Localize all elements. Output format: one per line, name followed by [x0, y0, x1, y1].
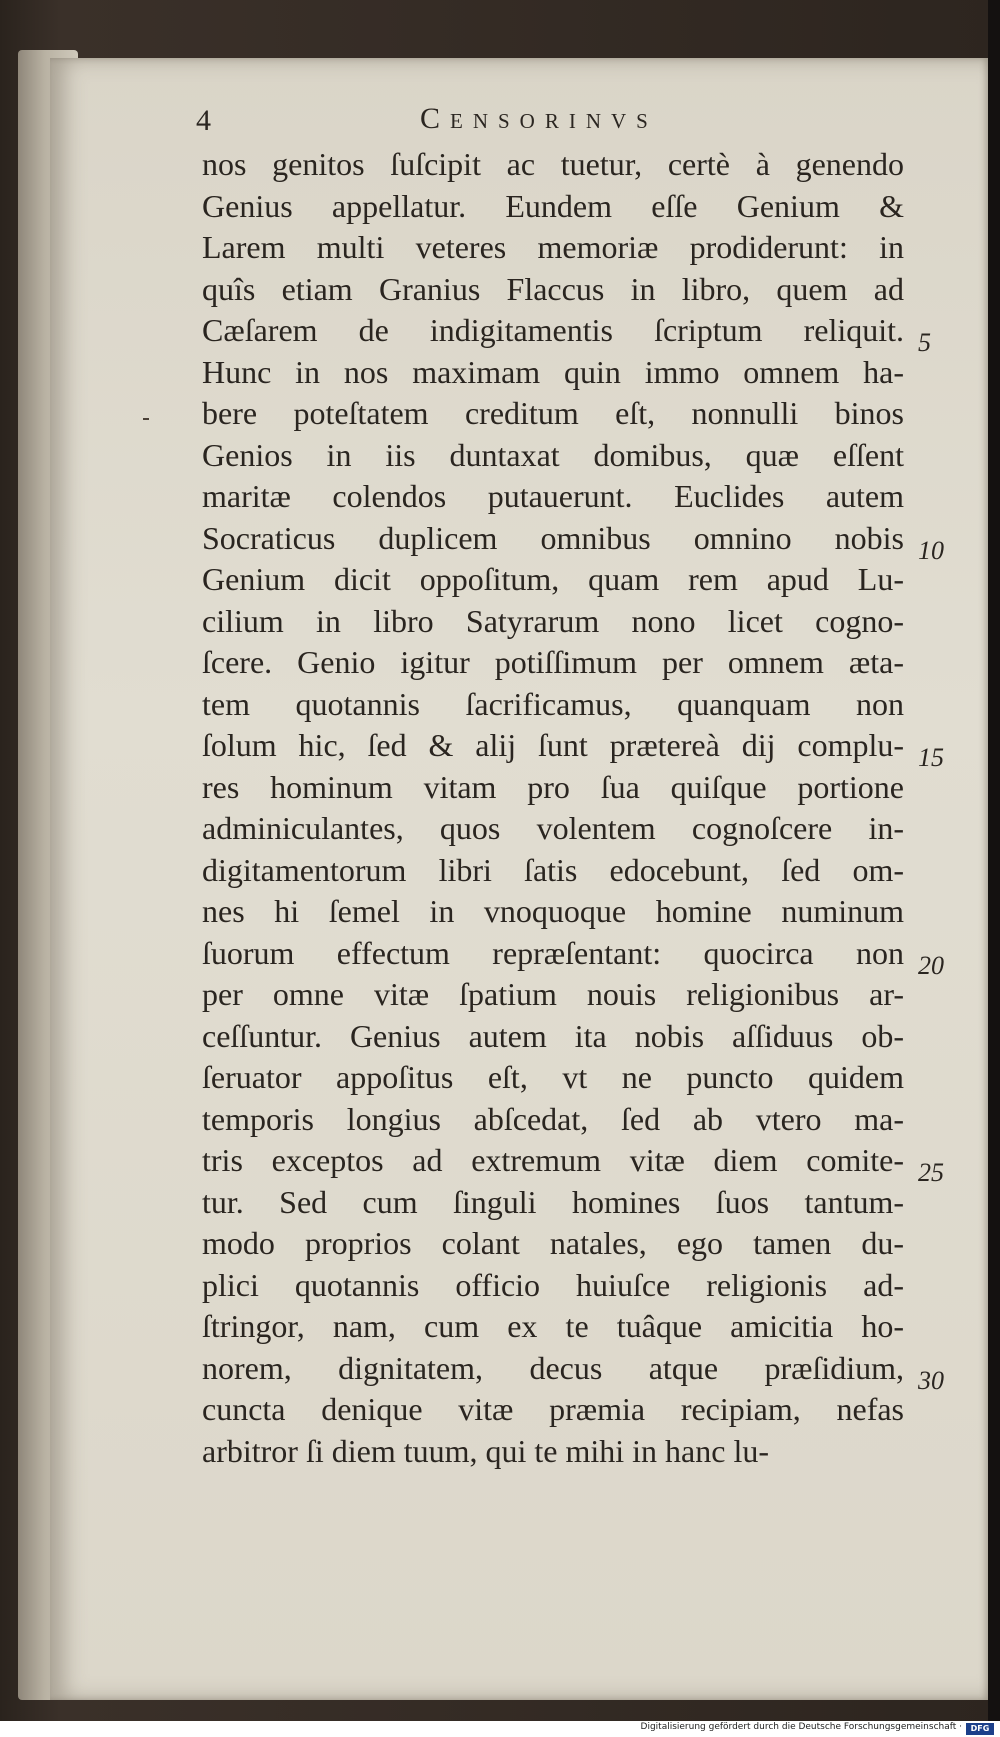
page-header — [0, 102, 1000, 142]
text-line: tris exceptos ad extremum vitæ diem comite- — [202, 1142, 904, 1178]
text-line: ſuorum effectum repræſentant: quocirca non — [202, 934, 904, 971]
line-number: 25 — [918, 1158, 944, 1187]
text-line: ceſſuntur. Genius autem ita nobis aſſiduus ob- — [202, 1017, 904, 1054]
text-line: cilium in libro Satyrarum nono licet cogno- — [202, 602, 904, 639]
scan-border — [988, 0, 1000, 1737]
text-line: Genios in iis duntaxat domibus, quæ eſſent — [202, 436, 904, 473]
text-line: ſcere. Genio igitur potiſſimum per omnem æta- — [202, 644, 904, 680]
footer-bar — [0, 1721, 1000, 1737]
dfg-logo: DFG — [966, 1723, 994, 1735]
text-line: plici quotannis officio huiuſce religionis ad- — [202, 1266, 904, 1303]
text-line: tem quotannis ſacrificamus, quanquam non — [202, 685, 904, 722]
text-line: nos genitos ſuſcipit ac tuetur, certè à genendo — [202, 146, 904, 182]
line-number: 30 — [918, 1365, 944, 1395]
text-line: bere poteſtatem creditum eſt, nonnulli binos — [202, 395, 904, 431]
text-line: res hominum vitam pro ſua quiſque portione — [202, 768, 904, 805]
text-line: ſolum hic, ſed & alij ſunt prætereà dij complu- — [202, 727, 904, 763]
text-line: ſtringor, nam, cum ex te tuâque amicitia ho- — [202, 1308, 904, 1344]
text-line: temporis longius abſcedat, ſed ab vtero ma- — [202, 1100, 904, 1137]
text-line: modo proprios colant natales, ego tamen du- — [202, 1225, 904, 1261]
text-line: quîs etiam Granius Flaccus in libro, quem ad — [202, 270, 904, 307]
text-line: adminiculantes, quos volentem cognoſcere in- — [202, 810, 904, 846]
line-number: 15 — [918, 743, 944, 772]
text-line: norem, dignitatem, decus atque præſidium, — [202, 1349, 904, 1386]
text-line: Genium dicit oppoſitum, quam rem apud Lu- — [202, 561, 904, 597]
text-line: cuncta denique vitæ præmia recipiam, nefas — [202, 1391, 904, 1427]
text-line: Larem multi veteres memoriæ prodiderunt: in — [202, 229, 904, 265]
line-number: 10 — [918, 535, 944, 565]
text-line: per omne vitæ ſpatium nouis religionibus ar- — [202, 976, 904, 1012]
text-line: tur. Sed cum ſinguli homines ſuos tantum- — [202, 1183, 904, 1220]
text-line: Socraticus duplicem omnibus omnino nobis — [202, 519, 904, 556]
text-line: ſeruator appoſitus eſt, vt ne puncto quidem — [202, 1059, 904, 1095]
page-number: 4 — [196, 104, 211, 137]
text-block — [202, 144, 904, 1472]
line-number: 5 — [918, 328, 931, 357]
margin-mark — [143, 418, 149, 420]
text-line: maritæ colendos putauerunt. Euclides autem — [202, 478, 904, 514]
text-line: digitamentorum libri ſatis edocebunt, ſed om- — [202, 851, 904, 888]
line-number: 20 — [918, 950, 944, 980]
running-head: Censorinvs — [420, 102, 658, 135]
text-line: arbitror ſi diem tuum, qui te mihi in hanc lu- — [202, 1432, 769, 1469]
text-line: nes hi ſemel in vnoquoque homine numinum — [202, 893, 904, 929]
text-line: Genius appellatur. Eundem eſſe Genium & — [202, 187, 904, 224]
footer-credit: Digitalisierung gefördert durch die Deutsche Forschungsgemeinschaft · — [640, 1722, 962, 1732]
text-line: Hunc in nos maximam quin immo omnem ha- — [202, 353, 904, 390]
text-line: Cæſarem de indigitamentis ſcriptum reliquit. — [202, 312, 904, 348]
